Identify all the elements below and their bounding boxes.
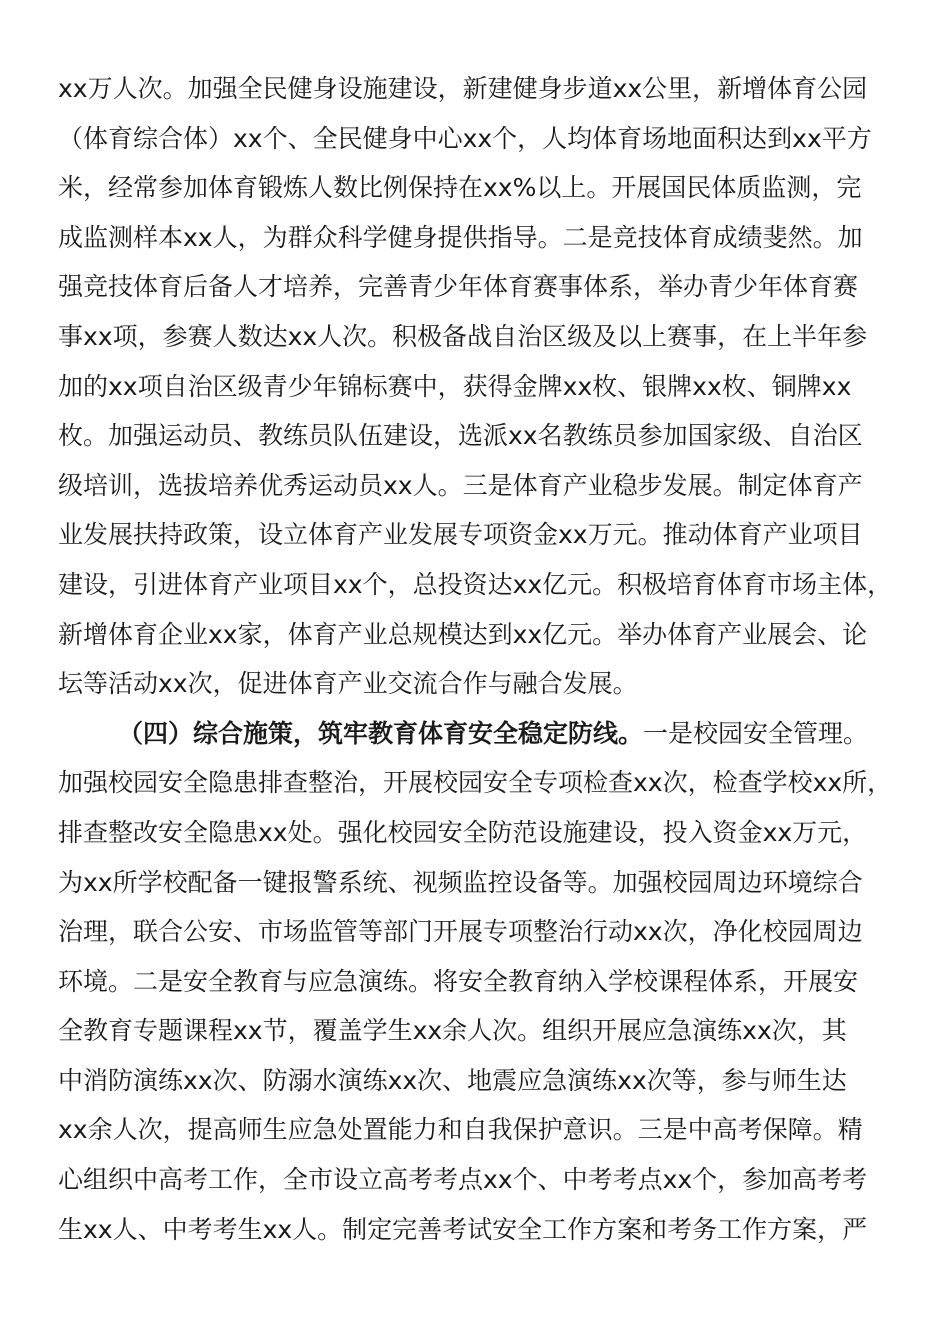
section-heading-line [58,709,894,759]
text-line: 加的xx项自治区级青少年锦标赛中，获得金牌xx枚、银牌xx枚、铜牌xx [58,371,852,401]
document-body [58,64,894,1254]
text-line: 生xx人、中考考生xx人。制定完善考试安全工作方案和考务工作方案，严 [58,1214,868,1244]
text-line: 米，经常参加体育锻炼人数比例保持在xx%以上。开展国民体质监测，完 [58,173,862,203]
text-line: 排查整改安全隐患xx处。强化校园安全防范设施建设，投入资金xx万元， [58,817,868,847]
text-line: 全教育专题课程xx节，覆盖学生xx余人次。组织开展应急演练xx次，其 [58,1016,847,1046]
text-line: 为xx所学校配备一键报警系统、视频监控设备等。加强校园周边环境综合 [58,867,863,897]
text-line: 枚。加强运动员、教练员队伍建设，选派xx名教练员参加国家级、自治区 [58,421,863,451]
text-line: 强竞技体育后备人才培养，完善青少年体育赛事体系，举办青少年体育赛 [58,272,859,302]
text-line: 成监测样本xx人，为群众科学健身提供指导。二是竞技体育成绩斐然。加 [58,222,863,252]
text-line: 级培训，选拔培养优秀运动员xx人。三是体育产业稳步发展。制定体育产 [58,470,863,500]
section-heading: （四）综合施策，筑牢教育体育安全稳定防线。 [118,718,644,748]
text-line: （体育综合体）xx个、全民健身中心xx个，人均体育场地面积达到xx平方 [58,123,872,153]
text-line: 环境。二是安全教育与应急演练。将安全教育纳入学校课程体系，开展安 [58,966,859,996]
text-line: 加强校园安全隐患排查整治，开展校园安全专项检查xx次，检查学校xx所， [58,768,893,798]
text-line: 中消防演练xx次、防溺水演练xx次、地震应急演练xx次等，参与师生达 [58,1065,847,1095]
text-line: 新增体育企业xx家，体育产业总规模达到xx亿元。举办体育产业展会、论 [58,619,868,649]
section-first-line-rest: 一是校园安全管理。 [643,718,869,748]
text-line: 建设，引进体育产业项目xx个，总投资达xx亿元。积极培育体育市场主体， [58,569,893,599]
text-line: xx余人次，提高师生应急处置能力和自我保护意识。三是中高考保障。精 [58,1115,863,1145]
text-line: 心组织中高考工作，全市设立高考考点xx个、中考考点xx个，参加高考考 [58,1165,868,1195]
text-line: 坛等活动xx次，促进体育产业交流合作与融合发展。 [58,669,638,699]
text-line: 事xx项，参赛人数达xx人次。积极备战自治区级及以上赛事，在上半年参 [58,321,868,351]
text-line: 治理，联合公安、市场监管等部门开展专项整治行动xx次，净化校园周边 [58,917,863,947]
text-line: xx万人次。加强全民健身设施建设，新建健身步道xx公里，新增体育公园 [58,74,868,103]
text-line: 业发展扶持政策，设立体育产业发展专项资金xx万元。推动体育产业项目 [58,520,863,550]
